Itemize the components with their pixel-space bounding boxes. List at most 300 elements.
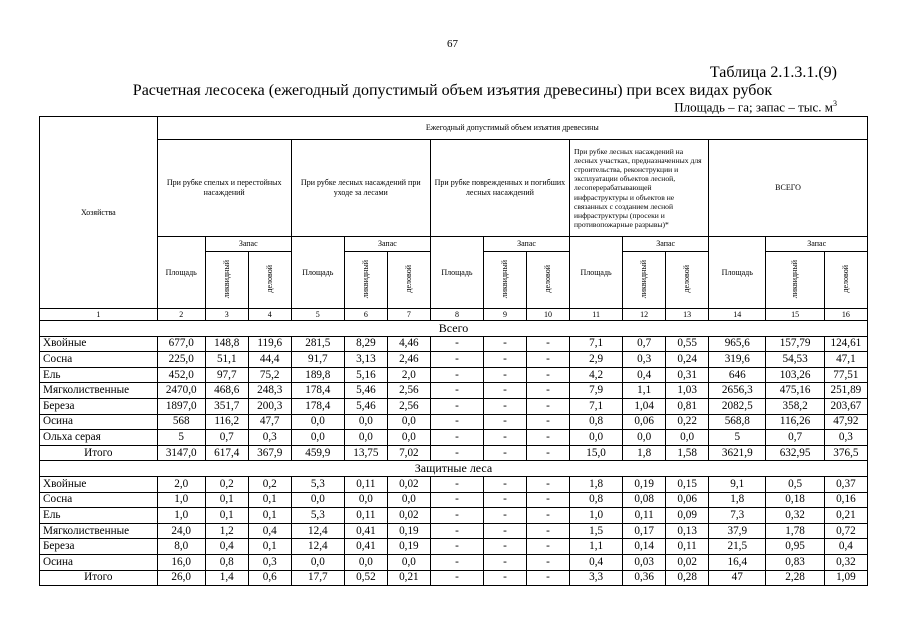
table-cell: 1,0 [157,492,205,508]
header-stock: Запас [344,237,430,252]
table-cell: 0,11 [666,539,709,555]
table-cell: 0,4 [205,539,248,555]
header-liquid-text: ликвидный [221,259,231,298]
table-cell: - [430,554,483,570]
table-cell: 646 [709,367,766,383]
table-cell: 0,8 [205,554,248,570]
table-cell: 116,26 [766,414,824,430]
table-cell: 0,0 [387,430,430,446]
header-stock: Запас [484,237,570,252]
header-business-text: деловой [543,264,553,293]
table-cell: 0,0 [344,414,387,430]
table-cell: - [430,430,483,446]
table-cell: 358,2 [766,398,824,414]
table-cell: 0,1 [205,492,248,508]
table-cell: 47,7 [248,414,291,430]
table-cell: - [484,352,527,368]
table-cell: 0,72 [824,523,867,539]
table-cell: 1,04 [623,398,666,414]
table-cell: 0,3 [248,430,291,446]
header-business [387,252,430,309]
header-annual-volume: Ежегодный допустимый объем изъятия древесины [157,117,867,140]
section-title: Всего [40,321,868,337]
table-cell: 0,7 [623,336,666,352]
table-cell: - [484,367,527,383]
table-cell: 0,0 [291,492,344,508]
table-cell: 0,3 [824,430,867,446]
table-row [40,383,868,399]
header-liquid-text: ликвидный [790,259,800,298]
table-cell: 0,18 [766,492,824,508]
table-cell: 200,3 [248,398,291,414]
section-header-row [40,321,868,337]
page-number: 67 [447,38,458,50]
table-cell: 1,8 [569,476,622,492]
table-cell: - [430,352,483,368]
table-cell: - [430,367,483,383]
table-cell: 0,5 [766,476,824,492]
table-cell: 5 [157,430,205,446]
table-cell: 1,58 [666,445,709,461]
header-liquid [205,252,248,309]
table-cell: 0,52 [344,570,387,586]
table-cell: 17,7 [291,570,344,586]
table-cell: 281,5 [291,336,344,352]
table-cell: 0,0 [387,414,430,430]
table-cell: 1,8 [709,492,766,508]
header-stock: Запас [766,237,868,252]
header-business [248,252,291,309]
table-cell: 2656,3 [709,383,766,399]
section-header-row [40,461,868,477]
table-cell: 97,7 [205,367,248,383]
table-cell: 0,0 [387,554,430,570]
table-row [40,414,868,430]
column-number: 10 [527,309,570,321]
header-liquid-text: ликвидный [500,259,510,298]
table-cell: 3,3 [569,570,622,586]
table-cell: 157,79 [766,336,824,352]
table-cell: 13,75 [344,445,387,461]
table-cell: - [430,539,483,555]
table-cell: 0,4 [824,539,867,555]
table-cell: - [484,508,527,524]
table-cell: 0,41 [344,539,387,555]
table-cell: 0,02 [387,508,430,524]
table-cell: 103,26 [766,367,824,383]
table-cell: - [484,523,527,539]
table-cell: 16,0 [157,554,205,570]
table-cell: 5 [709,430,766,446]
table-cell: 0,1 [205,508,248,524]
header-liquid [623,252,666,309]
table-cell: 2,46 [387,352,430,368]
table-cell: 4,46 [387,336,430,352]
column-number: 2 [157,309,205,321]
table-cell: 0,19 [387,523,430,539]
table-cell: 0,19 [623,476,666,492]
header-business-text: деловой [264,264,274,293]
table-cell: 2082,5 [709,398,766,414]
table-cell: 5,3 [291,476,344,492]
header-business [666,252,709,309]
table-cell: 0,14 [623,539,666,555]
allowable-cut-table [39,116,868,586]
table-cell: 21,5 [709,539,766,555]
table-cell: 148,8 [205,336,248,352]
species-name: Ель [40,367,158,383]
species-name: Сосна [40,492,158,508]
table-cell: 0,31 [666,367,709,383]
units-text: Площадь – га; запас – тыс. м [674,99,833,115]
table-cell: 8,29 [344,336,387,352]
column-number: 5 [291,309,344,321]
table-cell: 0,09 [666,508,709,524]
total-row [40,570,868,586]
species-name: Береза [40,398,158,414]
table-cell: 12,4 [291,523,344,539]
table-cell: 0,22 [666,414,709,430]
table-cell: 251,89 [824,383,867,399]
table-cell: 351,7 [205,398,248,414]
table-cell: 2,28 [766,570,824,586]
table-cell: - [484,492,527,508]
header-business [527,252,570,309]
table-cell: 0,11 [344,508,387,524]
table-cell: 1,09 [824,570,867,586]
table-cell: - [527,492,570,508]
table-cell: 8,0 [157,539,205,555]
table-cell: 119,6 [248,336,291,352]
table-cell: 568,8 [709,414,766,430]
table-cell: 225,0 [157,352,205,368]
total-row [40,445,868,461]
table-cell: 0,28 [666,570,709,586]
column-number: 13 [666,309,709,321]
table-row [40,539,868,555]
table-cell: 0,06 [623,414,666,430]
table-cell: 319,6 [709,352,766,368]
species-name: Итого [40,570,158,586]
table-cell: 2,0 [157,476,205,492]
table-cell: 0,21 [824,508,867,524]
table-cell: 632,95 [766,445,824,461]
table-row [40,523,868,539]
table-cell: 1,0 [157,508,205,524]
table-cell: 0,0 [387,492,430,508]
table-cell: 0,21 [387,570,430,586]
header-group-total: ВСЕГО [709,140,868,237]
table-cell: 0,08 [623,492,666,508]
header-business-text: деловой [404,264,414,293]
column-number: 9 [484,309,527,321]
table-cell: 0,55 [666,336,709,352]
column-number: 16 [824,309,867,321]
table-cell: 475,16 [766,383,824,399]
table-cell: 5,46 [344,383,387,399]
table-cell: 15,0 [569,445,622,461]
table-cell: 0,1 [248,539,291,555]
table-cell: - [484,383,527,399]
table-cell: 248,3 [248,383,291,399]
table-cell: 91,7 [291,352,344,368]
table-cell: 3147,0 [157,445,205,461]
header-area: Площадь [430,237,483,309]
table-cell: - [527,398,570,414]
header-liquid [484,252,527,309]
table-cell: 0,2 [248,476,291,492]
table-cell: 0,0 [291,414,344,430]
table-cell: 459,9 [291,445,344,461]
table-cell: 2,56 [387,383,430,399]
table-cell: 0,7 [766,430,824,446]
table-cell: 1,78 [766,523,824,539]
header-area: Площадь [291,237,344,309]
table-cell: 1,0 [569,508,622,524]
header-area: Площадь [569,237,622,309]
table-cell: 26,0 [157,570,205,586]
header-group-thinning: При рубке лесных насаждений при уходе за лесами [291,140,430,237]
species-name: Итого [40,445,158,461]
table-cell: 0,17 [623,523,666,539]
table-cell: 189,8 [291,367,344,383]
header-stock: Запас [623,237,709,252]
table-cell: 1,1 [569,539,622,555]
species-name: Хвойные [40,476,158,492]
table-cell: 0,1 [248,508,291,524]
table-cell: 0,81 [666,398,709,414]
table-cell: - [527,570,570,586]
table-id: Таблица 2.1.3.1.(9) [709,64,837,81]
table-cell: 0,0 [569,430,622,446]
table-cell: 47 [709,570,766,586]
table-cell: 47,92 [824,414,867,430]
table-cell: 0,4 [569,554,622,570]
column-number: 1 [40,309,158,321]
table-cell: 0,0 [344,554,387,570]
table-cell: 47,1 [824,352,867,368]
table-cell: 2470,0 [157,383,205,399]
table-cell: 468,6 [205,383,248,399]
table-cell: 0,95 [766,539,824,555]
table-cell: 7,1 [569,336,622,352]
table-cell: 5,3 [291,508,344,524]
table-cell: 0,0 [344,492,387,508]
table-row [40,352,868,368]
table-cell: 0,03 [623,554,666,570]
table-cell: 0,15 [666,476,709,492]
header-farms: Хозяйства [40,117,158,309]
column-number: 4 [248,309,291,321]
table-cell: 77,51 [824,367,867,383]
table-cell: 7,1 [569,398,622,414]
table-row [40,430,868,446]
column-number: 11 [569,309,622,321]
table-cell: 452,0 [157,367,205,383]
table-cell: - [430,336,483,352]
header-group-infrastructure: При рубке лесных насаждений на лесных участках, предназначенных для строительства, реконструкции и эксплуатации объектов лесной, лесоперерабатывающей инфраструктуры и объектов не связанных с созданием лесной инфраструктуры (просеки и противопожарные разрывы)* [569,140,708,237]
table-cell: - [527,539,570,555]
species-name: Сосна [40,352,158,368]
table-cell: - [430,492,483,508]
table-cell: - [484,430,527,446]
table-cell: 5,16 [344,367,387,383]
header-liquid [766,252,824,309]
header-area: Площадь [709,237,766,309]
table-cell: 0,0 [666,430,709,446]
table-cell: 1,4 [205,570,248,586]
table-cell: - [527,508,570,524]
table-cell: 0,32 [766,508,824,524]
table-cell: - [430,570,483,586]
table-cell: - [527,383,570,399]
species-name: Осина [40,554,158,570]
table-cell: 0,0 [623,430,666,446]
table-cell: 0,6 [248,570,291,586]
table-cell: 0,83 [766,554,824,570]
table-cell: 376,5 [824,445,867,461]
table-row [40,336,868,352]
table-cell: 178,4 [291,398,344,414]
table-cell: 1,2 [205,523,248,539]
table-cell: - [484,398,527,414]
table-cell: 1,8 [623,445,666,461]
table-cell: 24,0 [157,523,205,539]
table-cell: 4,2 [569,367,622,383]
table-cell: 9,1 [709,476,766,492]
table-cell: 124,61 [824,336,867,352]
table-cell: - [527,430,570,446]
table-cell: - [527,352,570,368]
section-title: Защитные леса [40,461,868,477]
column-number: 7 [387,309,430,321]
table-cell: 1,03 [666,383,709,399]
table-cell: 677,0 [157,336,205,352]
species-name: Осина [40,414,158,430]
table-row [40,367,868,383]
table-cell: - [484,554,527,570]
table-cell: 367,9 [248,445,291,461]
table-cell: - [484,336,527,352]
table-cell: - [527,367,570,383]
table-cell: 0,37 [824,476,867,492]
table-cell: 0,0 [344,430,387,446]
table-cell: 203,67 [824,398,867,414]
table-cell: 0,02 [387,476,430,492]
column-number: 8 [430,309,483,321]
header-business [824,252,867,309]
species-name: Ель [40,508,158,524]
species-name: Мягколиственные [40,523,158,539]
table-cell: 0,3 [248,554,291,570]
table-cell: 2,9 [569,352,622,368]
table-cell: - [430,476,483,492]
table-cell: - [430,508,483,524]
table-cell: 0,4 [623,367,666,383]
species-name: Хвойные [40,336,158,352]
species-name: Береза [40,539,158,555]
table-row [40,476,868,492]
table-cell: 0,0 [291,430,344,446]
table-cell: 51,1 [205,352,248,368]
column-number-row [40,309,868,321]
table-cell: 37,9 [709,523,766,539]
table-cell: 617,4 [205,445,248,461]
table-cell: 7,3 [709,508,766,524]
table-cell: 0,36 [623,570,666,586]
column-number: 15 [766,309,824,321]
table-cell: 0,7 [205,430,248,446]
header-stock: Запас [205,237,291,252]
table-cell: 54,53 [766,352,824,368]
table-cell: 0,11 [344,476,387,492]
table-cell: 1897,0 [157,398,205,414]
table-cell: - [430,383,483,399]
table-cell: 568 [157,414,205,430]
table-row [40,398,868,414]
table-cell: 0,2 [205,476,248,492]
table-cell: - [527,554,570,570]
units-superscript: 3 [833,99,837,108]
column-number: 12 [623,309,666,321]
table-cell: 1,1 [623,383,666,399]
table-cell: - [430,523,483,539]
table-cell: 5,46 [344,398,387,414]
table-cell: 3621,9 [709,445,766,461]
table-cell: 0,41 [344,523,387,539]
table-cell: - [484,570,527,586]
table-cell: 16,4 [709,554,766,570]
table-cell: - [484,539,527,555]
table-cell: 75,2 [248,367,291,383]
table-cell: 0,32 [824,554,867,570]
table-cell: 0,06 [666,492,709,508]
table-cell: 0,4 [248,523,291,539]
table-title: Расчетная лесосека (ежегодный допустимый объем изъятия древесины) при всех видах рубок [132,82,773,99]
table-cell: - [527,476,570,492]
table-cell: 965,6 [709,336,766,352]
table-cell: 178,4 [291,383,344,399]
table-cell: 0,24 [666,352,709,368]
table-cell: 0,8 [569,414,622,430]
column-number: 14 [709,309,766,321]
header-liquid [344,252,387,309]
units-note [674,99,837,115]
table-cell: - [527,523,570,539]
header-liquid-text: ликвидный [361,259,371,298]
column-number: 3 [205,309,248,321]
table-cell: - [484,445,527,461]
table-cell: 0,8 [569,492,622,508]
table-cell: 44,4 [248,352,291,368]
table-cell: - [430,398,483,414]
table-body [40,321,868,586]
table-cell: 2,0 [387,367,430,383]
table-header [40,117,868,321]
table-cell: - [484,476,527,492]
table-cell: 1,5 [569,523,622,539]
table-cell: 3,13 [344,352,387,368]
table-row [40,508,868,524]
table-cell: - [430,445,483,461]
table-cell: - [527,336,570,352]
table-cell: 7,9 [569,383,622,399]
header-group-mature: При рубке спелых и перестойных насаждений [157,140,291,237]
table-cell: - [527,445,570,461]
table-cell: 12,4 [291,539,344,555]
species-name: Мягколиственные [40,383,158,399]
table-cell: - [484,414,527,430]
